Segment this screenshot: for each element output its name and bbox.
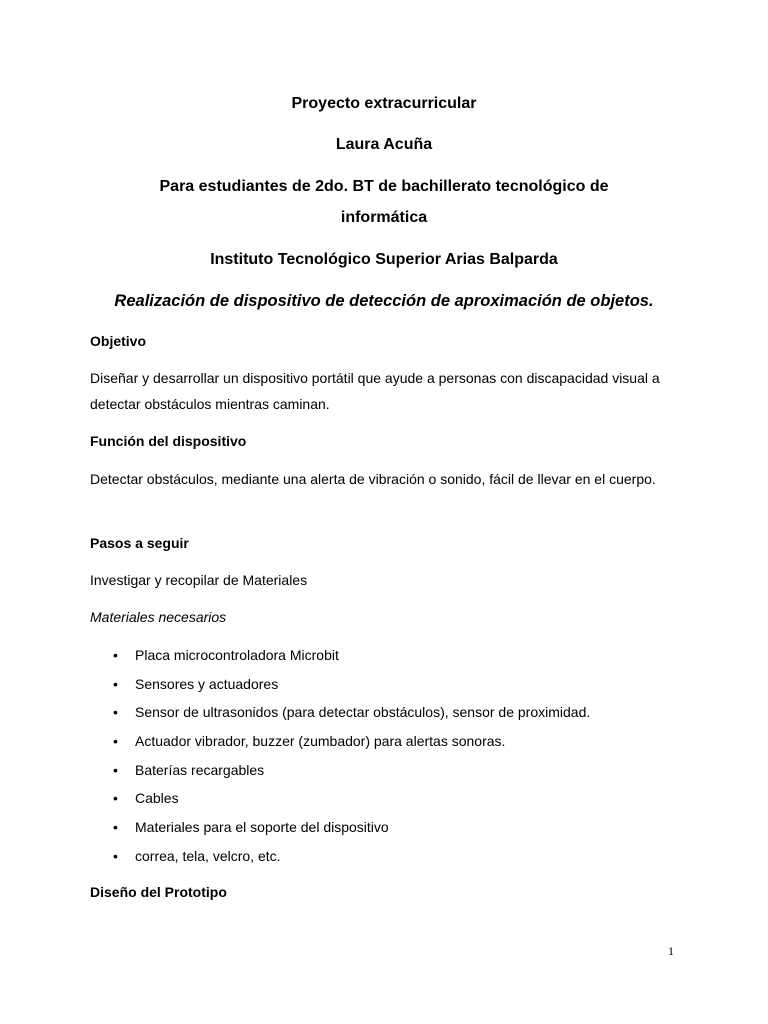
list-item [90, 641, 590, 670]
list-item [90, 727, 590, 756]
bullet-icon: • [113, 675, 118, 692]
list-item-text: Actuador vibrador, buzzer (zumbador) para alertas sonoras. [135, 733, 506, 750]
list-item-text: Sensor de ultrasonidos (para detectar obstáculos), sensor de proximidad. [135, 704, 591, 721]
list-item [90, 670, 590, 699]
function-text: Detectar obstáculos, mediante una alerta de vibración o sonido, fácil de llevar en el cuerpo. [90, 471, 656, 487]
project-subtitle: Realización de dispositivo de detección de aproximación de objetos. [114, 292, 654, 310]
list-item [90, 813, 590, 842]
list-item-text: Baterías recargables [135, 761, 265, 778]
list-item [90, 698, 590, 727]
design-heading: Diseño del Prototipo [90, 884, 227, 900]
materials-label: Materiales necesarios [90, 609, 227, 625]
bullet-icon: • [113, 704, 118, 721]
list-item [90, 756, 590, 785]
steps-heading: Pasos a seguir [90, 535, 189, 551]
list-item-text: Cables [135, 790, 179, 807]
objective-heading: Objetivo [90, 333, 147, 349]
bullet-icon: • [113, 790, 118, 807]
bullet-icon: • [113, 847, 118, 864]
list-item [90, 784, 590, 813]
list-item-text: Sensores y actuadores [135, 675, 279, 692]
bullet-icon: • [113, 733, 118, 750]
document-title: Proyecto extracurricular [291, 95, 477, 112]
bullet-icon: • [113, 761, 118, 778]
function-heading: Función del dispositivo [90, 433, 247, 449]
list-item-text: correa, tela, velcro, etc. [135, 847, 281, 864]
author-name: Laura Acuña [335, 136, 433, 153]
list-item [90, 842, 590, 871]
list-item-text: Materiales para el soporte del dispositivo [135, 819, 389, 836]
institution-name: Instituto Tecnológico Superior Arias Balparda [210, 251, 558, 268]
page-number: 1 [668, 944, 674, 958]
objective-text: Diseñar y desarrollar un dispositivo portátil que ayude a personas con discapacidad visual a detectar obstáculos mientras caminan. [90, 370, 660, 412]
bullet-icon: • [113, 819, 118, 836]
materials-list [90, 641, 590, 871]
steps-text: Investigar y recopilar de Materiales [90, 572, 308, 588]
audience-line-2: informática [340, 209, 428, 226]
list-item-text: Placa microcontroladora Microbit [135, 647, 339, 663]
bullet-icon: • [113, 647, 118, 663]
audience-line-1: Para estudiantes de 2do. BT de bachillerato tecnológico de [159, 178, 609, 195]
